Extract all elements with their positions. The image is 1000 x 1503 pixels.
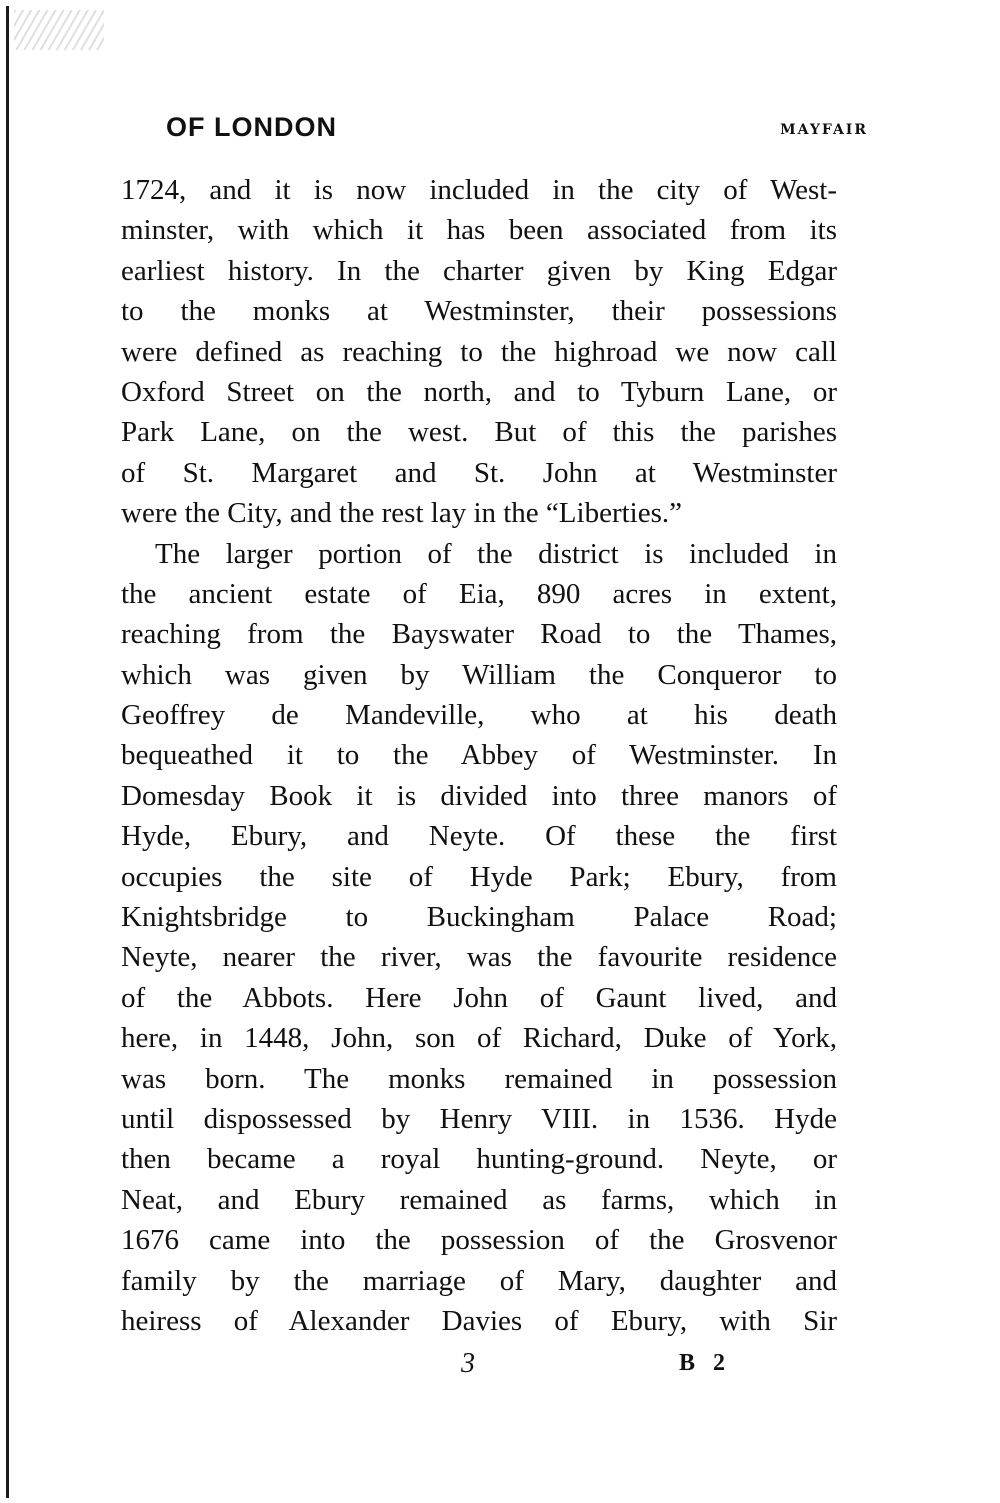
text-line: Neyte, nearer the river, was the favourite residence [121,941,837,974]
text-line: of St. Margaret and St. John at Westminster [121,456,837,489]
scan-artifact [14,10,104,50]
text-line: bequeathed it to the Abbey of Westminster. In [121,739,837,772]
text-line: reaching from the Bayswater Road to the Thames, [121,618,837,651]
text-line: Park Lane, on the west. But of this the parishes [121,416,837,449]
text-line: the ancient estate of Eia, 890 acres in extent, [121,577,837,610]
text-line: was born. The monks remained in possession [121,1062,837,1095]
text-line: were the City, and the rest lay in the “Liberties.” [121,497,682,530]
text-line: Hyde, Ebury, and Neyte. Of these the first [121,820,837,853]
running-head-section: MAYFAIR [780,122,868,138]
text-line: until dispossessed by Henry VIII. in 1536. Hyde [121,1102,837,1135]
text-line: 1724, and it is now included in the city of West- [121,174,837,206]
text-line: family by the marriage of Mary, daughter and [121,1264,837,1297]
text-line: here, in 1448, John, son of Richard, Duke of York, [121,1022,837,1055]
text-line: Oxford Street on the north, and to Tyburn Lane, or [121,375,837,408]
signature-mark: B 2 [679,1350,732,1376]
binding-edge [6,6,9,1498]
text-line: Neat, and Ebury remained as farms, which in [121,1183,837,1216]
text-line: occupies the site of Hyde Park; Ebury, from [121,860,837,893]
text-line: earliest history. In the charter given by King Edgar [121,254,837,287]
running-head-title: OF LONDON [166,112,337,142]
text-line: The larger portion of the district is included in [155,537,837,570]
text-line: then became a royal hunting-ground. Neyte, or [121,1143,837,1176]
text-line: of the Abbots. Here John of Gaunt lived, and [121,981,837,1014]
text-line: heiress of Alexander Davies of Ebury, with Sir [121,1304,837,1337]
page-footer [121,1348,837,1388]
body-text [121,170,837,1341]
text-line: minster, with which it has been associated from its [121,214,837,247]
running-head [166,112,868,152]
text-line: which was given by William the Conqueror to [121,658,837,691]
text-line: to the monks at Westminster, their possessions [121,295,837,328]
text-line: Geoffrey de Mandeville, who at his death [121,699,837,732]
text-line: Domesday Book it is divided into three manors of [121,779,837,812]
page-number: 3 [461,1348,475,1379]
text-line: were defined as reaching to the highroad we now call [121,335,837,368]
text-line: 1676 came into the possession of the Grosvenor [121,1224,837,1257]
text-line: Knightsbridge to Buckingham Palace Road; [121,901,837,934]
